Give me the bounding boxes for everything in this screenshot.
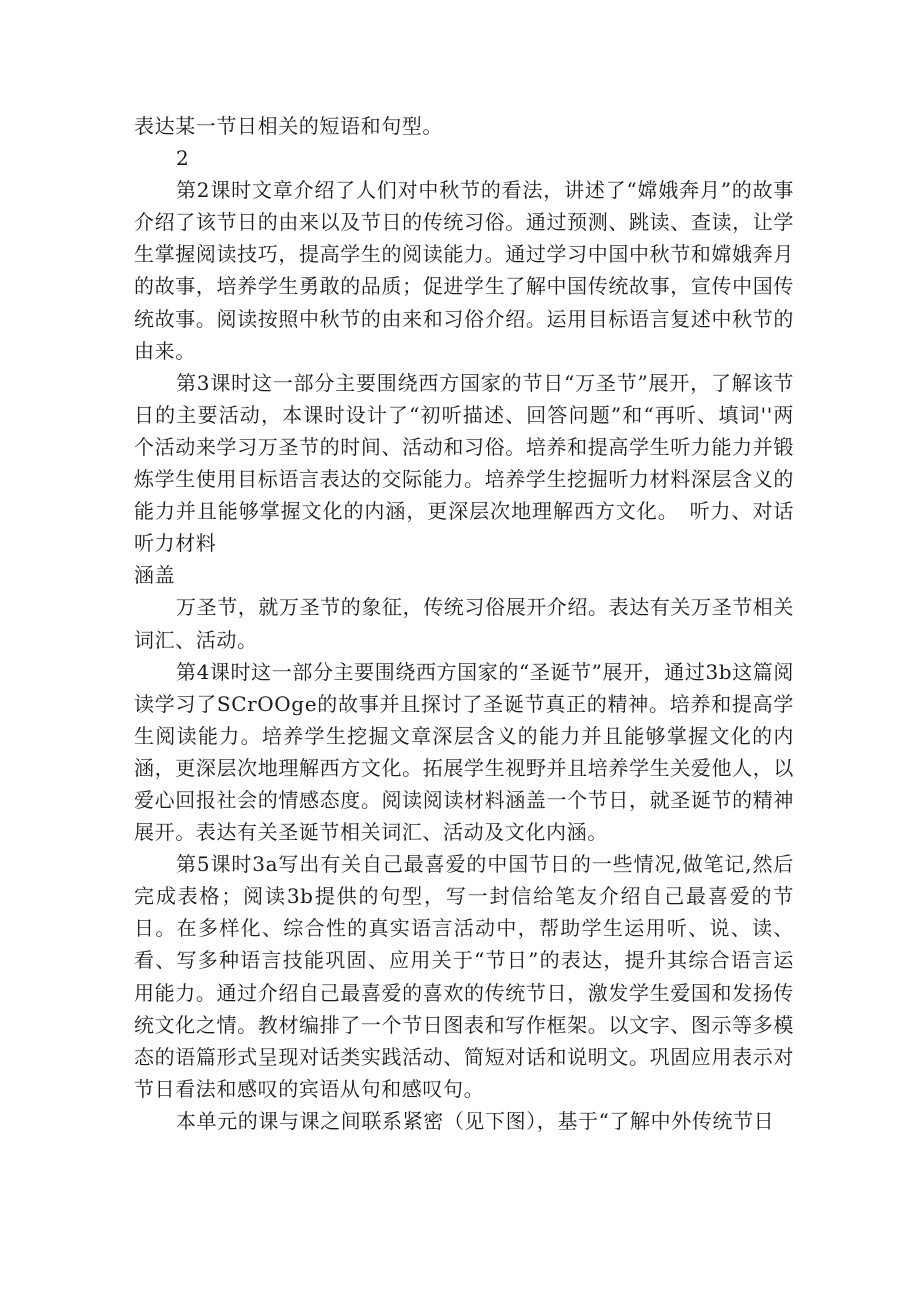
section-number: 2 [176, 146, 190, 171]
paragraph-continuation: 表达某一节日相关的短语和句型。 [134, 114, 443, 138]
paragraph-lesson-4: 第4课时这一部分主要围绕西方国家的“圣诞节”展开，通过3b这篇阅读学习了SCrOOge的故事并且探讨了圣诞节真正的精神。培养和提高学生阅读能力。培养学生挖掘文章深层含义的能力并且能够掌握文化的内涵，更深层次地理解西方文化。拓展学生视野并且培养学生关爱他人，以爱心回报社会的情感态度。阅读阅读材料涵盖一个节日，就圣诞节的精神展开。表达有关圣诞节相关词汇、活动及文化内涵。 [134, 659, 794, 845]
paragraph-lesson-5: 第5课时3a写出有关自己最喜爱的中国节日的一些情况,做笔记,然后完成表格；阅读3b提供的句型，写一封信给笔友介绍自己最喜爱的节日。在多样化、综合性的真实语言活动中，帮助学生运用听、说、读、看、写多种语言技能巩固、应用关于“节日”的表达，提升其综合语言运用能力。通过介绍自己最喜爱的喜欢的传统节日，激发学生爱国和发扬传统文化之情。教材编排了一个节日图表和写作框架。以文字、图示等多模态的语篇形式呈现对话类实践活动、简短对话和说明文。巩固应用表示对节日看法和感叹的宾语从句和感叹句。 [134, 852, 794, 1101]
paragraph-lesson-3: 第3课时这一部分主要围绕西方国家的节日“万圣节”展开，了解该节日的主要活动，本课时设计了“初听描述、回答问题”和“再听、填词''两个活动来学习万圣节的时间、活动和习俗。培养和提高学生听力能力并锻炼学生使用目标语言表达的交际能力。培养学生挖掘听力材料深层含义的能力并且能够掌握文化的内涵，更深层次地理解西方文化。 听力、对话听力材料 [134, 370, 794, 556]
paragraph-halloween: 万圣节，就万圣节的象征，传统习俗展开介绍。表达有关万圣节相关词汇、活动。 [134, 595, 794, 652]
paragraph-fragment: 涵盖 [134, 563, 176, 588]
paragraph-unit-connection: 本单元的课与课之间联系紧密（见下图），基于“了解中外传统节日 [176, 1108, 775, 1133]
paragraph-lesson-2: 第2课时文章介绍了人们对中秋节的看法，讲述了“嫦娥奔月”的故事介绍了该节日的由来以及节日的传统习俗。通过预测、跳读、查读，让学生掌握阅读技巧，提高学生的阅读能力。通过学习中国中秋节和嫦娥奔月的故事，培养学生勇敢的品质；促进学生了解中国传统故事，宣传中国传统故事。阅读按照中秋节的由来和习俗介绍。运用目标语言复述中秋节的由来。 [134, 178, 794, 363]
document-body [134, 110, 794, 1137]
